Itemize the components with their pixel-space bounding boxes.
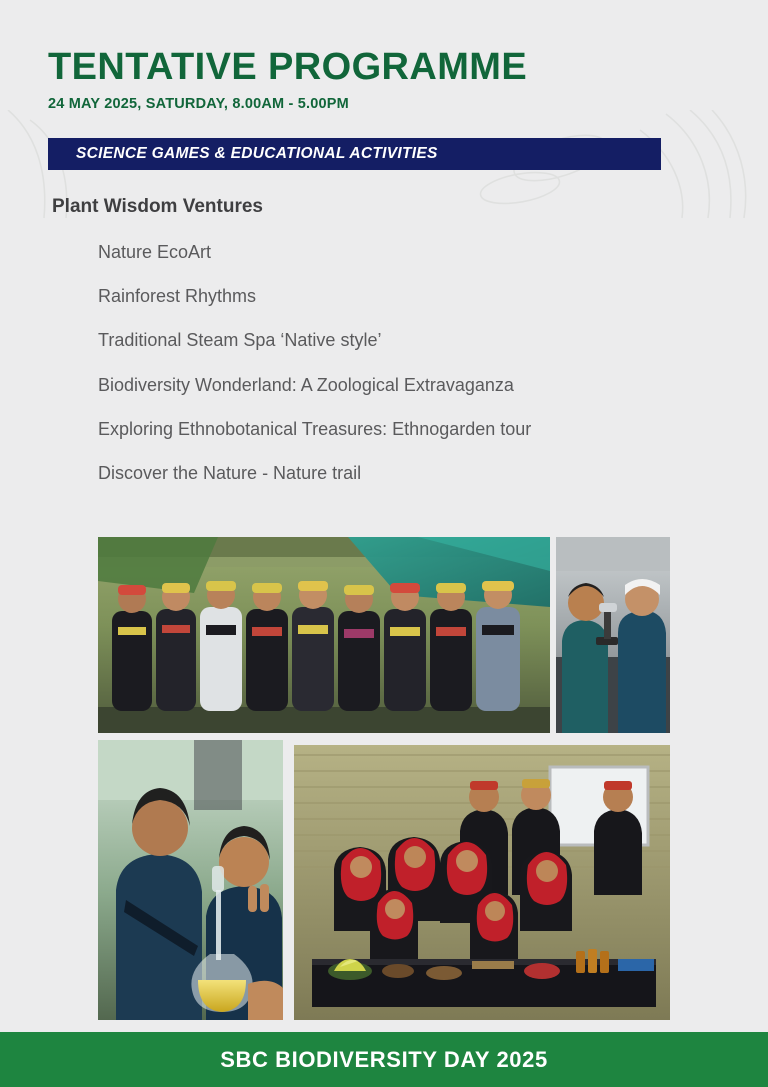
list-item: Biodiversity Wonderland: A Zoological Extravaganza (98, 374, 514, 395)
list-item: Discover the Nature - Nature trail (98, 462, 362, 483)
title-block (48, 48, 748, 112)
list-item: Traditional Steam Spa ‘Native style’ (98, 330, 382, 351)
list-item: Exploring Ethnobotanical Treasures: Ethnogarden tour (98, 418, 532, 439)
photo-collage (98, 537, 670, 1020)
photo-students-distillation (98, 740, 283, 1020)
section-band-label: SCIENCE GAMES & EDUCATIONAL ACTIVITIES (76, 145, 438, 162)
footer-band (0, 1032, 768, 1087)
group-heading: Plant Wisdom Ventures (52, 196, 263, 217)
page-title: TENTATIVE PROGRAMME (48, 46, 528, 88)
photo-group-traditional-costume (98, 537, 550, 733)
page-date: 24 MAY 2025, SATURDAY, 8.00AM - 5.00PM (48, 95, 349, 112)
footer-title: SBC BIODIVERSITY DAY 2025 (220, 1046, 548, 1072)
programme-item-list (98, 242, 738, 507)
photo-child-microscope (556, 537, 670, 733)
section-band (48, 138, 661, 170)
list-item: Nature EcoArt (98, 242, 212, 262)
list-item: Rainforest Rhythms (98, 286, 257, 307)
photo-community-product-booth (294, 745, 670, 1020)
